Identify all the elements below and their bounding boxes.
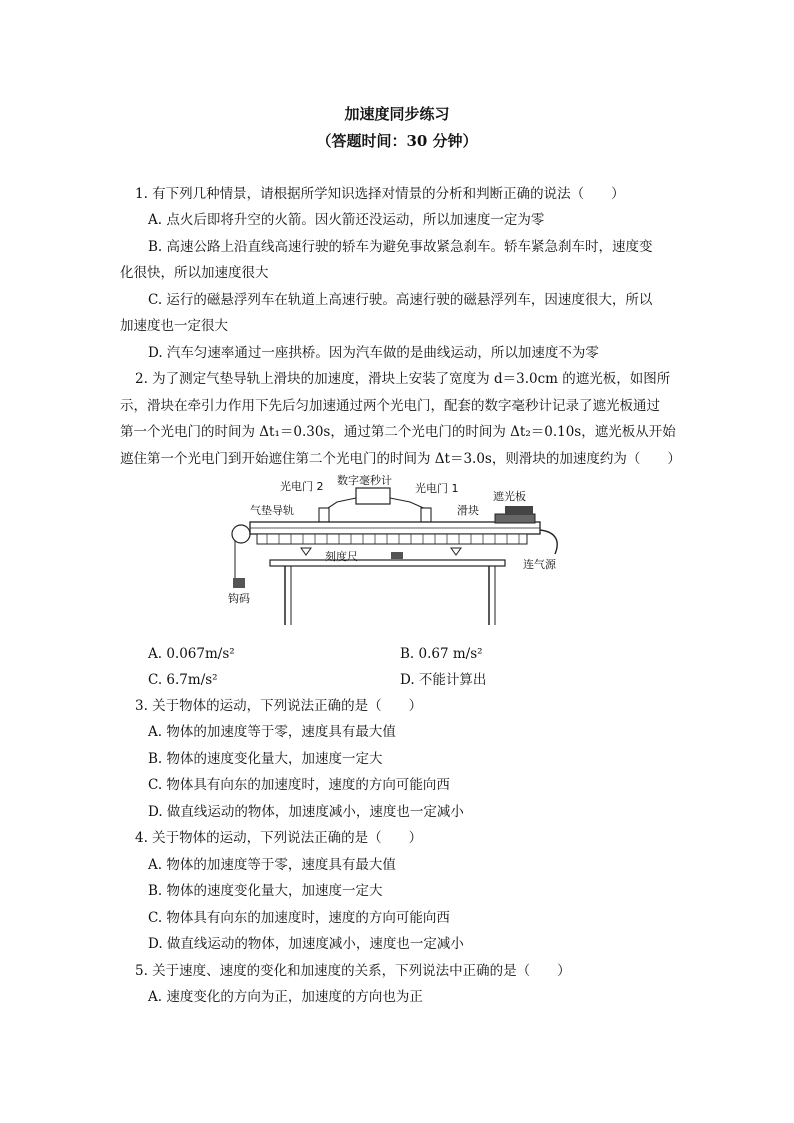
air-hose	[540, 530, 557, 554]
question-1-option-c: C. 运行的磁悬浮列车在轨道上高速行驶。高速行驶的磁悬浮列车，因速度很大，所以	[148, 292, 653, 308]
question-2-stem-line2: 示，滑块在牵引力作用下先后匀加速通过两个光电门，配套的数字毫秒计记录了遮光板通过	[120, 398, 660, 414]
label-timer: 数字毫秒计	[337, 474, 392, 487]
page-title: 加速度同步练习	[344, 105, 450, 123]
hook-weight	[233, 578, 245, 588]
label-ruler: 刻度尺	[325, 550, 358, 563]
question-2-option-b: B. 0.67 m/s²	[400, 646, 483, 662]
photogate-1	[421, 508, 431, 522]
air-track-figure	[225, 470, 575, 630]
question-1-option-a: A. 点火后即将升空的火箭。因火箭还没运动，所以加速度一定为零	[148, 212, 545, 228]
shade-plate	[505, 506, 533, 514]
question-4-stem: 4. 关于物体的运动，下列说法正确的是（ ）	[135, 830, 423, 846]
label-air: 连气源	[523, 558, 556, 571]
question-2-stem-line4: 遮住第一个光电门到开始遮住第二个光电门的时间为 Δt＝3.0s，则滑块的加速度约为（ ）	[120, 451, 681, 467]
timer-box	[356, 488, 390, 504]
label-weight: 钩码	[228, 592, 250, 605]
question-5-option-a: A. 速度变化的方向为正，加速度的方向也为正	[148, 989, 423, 1005]
question-3-stem: 3. 关于物体的运动，下列说法正确的是（ ）	[135, 698, 423, 714]
question-1-option-c-cont: 加速度也一定很大	[120, 318, 228, 334]
question-2-option-d: D. 不能计算出	[400, 672, 487, 688]
label-shade: 遮光板	[493, 490, 526, 503]
label-gate2: 光电门 2	[280, 480, 324, 493]
slider	[495, 514, 535, 523]
question-2-stem-line3: 第一个光电门的时间为 Δt₁＝0.30s，通过第二个光电门的时间为 Δt₂＝0.10s，遮光板从开始	[120, 424, 676, 440]
question-2-option-a: A. 0.067m/s²	[148, 646, 235, 662]
question-4-option-c: C. 物体具有向东的加速度时，速度的方向可能向西	[148, 910, 450, 926]
table	[270, 560, 505, 566]
page-subtitle: （答题时间：30 分钟）	[316, 132, 478, 150]
question-3-option-d: D. 做直线运动的物体，加速度减小，速度也一定减小	[148, 804, 464, 820]
question-1-option-b-cont: 化很快，所以加速度很大	[120, 265, 269, 281]
question-5-stem: 5. 关于速度、速度的变化和加速度的关系，下列说法中正确的是（ ）	[135, 963, 571, 979]
label-gate1: 光电门 1	[415, 482, 459, 495]
question-1-option-b: B. 高速公路上沿直线高速行驶的轿车为避免事故紧急刹车。轿车紧急刹车时，速度变	[148, 239, 653, 255]
question-2-stem: 2. 为了测定气垫导轨上滑块的加速度，滑块上安装了宽度为 d＝3.0cm 的遮光板，如图所	[135, 371, 671, 387]
label-track: 气垫导轨	[250, 504, 294, 517]
question-3-option-c: C. 物体具有向东的加速度时，速度的方向可能向西	[148, 777, 450, 793]
question-4-option-d: D. 做直线运动的物体，加速度减小，速度也一定减小	[148, 936, 464, 952]
question-4-option-a: A. 物体的加速度等于零，速度具有最大值	[148, 857, 396, 873]
question-4-option-b: B. 物体的速度变化量大，加速度一定大	[148, 883, 383, 899]
question-3-option-b: B. 物体的速度变化量大，加速度一定大	[148, 751, 383, 767]
question-2-option-c: C. 6.7m/s²	[148, 672, 218, 688]
photogate-2	[319, 508, 329, 522]
ruler	[257, 534, 527, 544]
label-slider: 滑块	[457, 504, 479, 517]
question-3-option-a: A. 物体的加速度等于零，速度具有最大值	[148, 724, 396, 740]
question-1-option-d: D. 汽车匀速率通过一座拱桥。因为汽车做的是曲线运动，所以加速度不为零	[148, 345, 599, 361]
question-1-stem: 1. 有下列几种情景，请根据所学知识选择对情景的分析和判断正确的说法（ ）	[135, 186, 625, 202]
